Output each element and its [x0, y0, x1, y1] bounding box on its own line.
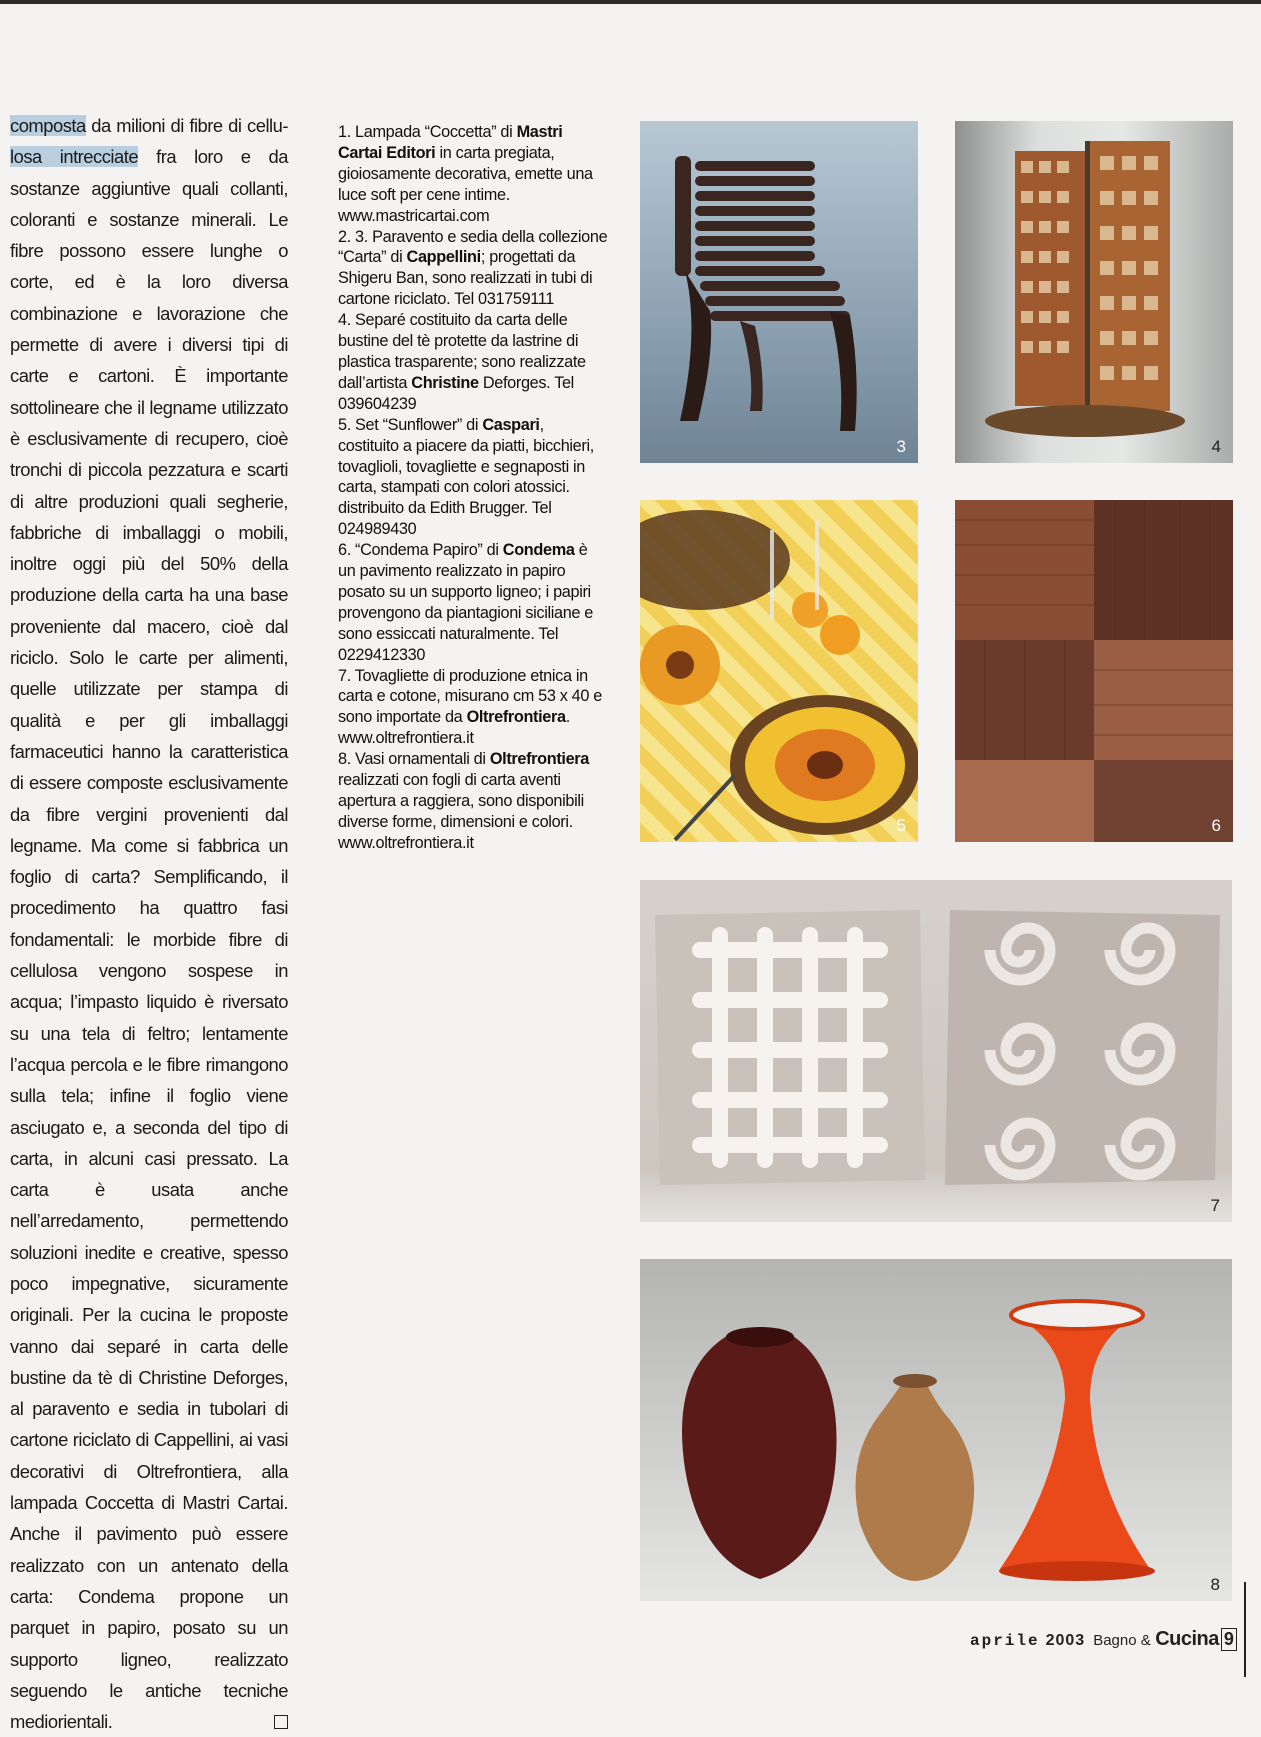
photo-number-7: 7 — [1210, 1196, 1220, 1215]
end-of-article-box — [274, 1715, 288, 1729]
body-part-2: fra loro e da sostanze aggiuntive quali collanti, coloranti e sostanze minerali. Le fibre possono essere lunghe o corte, ed è la loro diversa combinazione e lavorazione che permette di avere i diversi tipi di carte e cartoni. È importante sottolineare che il legname utilizzato è esclusivamente di recupero, cioè tronchi di piccola pezzatura e scarti di altre produzioni quali segherie, fabbriche di imballaggi o mobili, inoltre oggi più del 50% della produzione della carta ha una base proveniente dal macero, cioè dal riciclo. Solo le carte per alimenti, quelle utilizzate per stampa di qualità e per gli imballaggi farmaceutici hanno la caratteristica di essere composte esclusivamente da fibre vergini provenienti dal legname. Ma come si fabbrica un foglio di carta? Semplificando, il procedimento ha quattro fasi fondamentali: le morbide fibre di cellulosa vengono sospese in acqua; l’impasto liquido è riversato su una tela di feltro; lentamente l’acqua percola e le fibre rimangono sulla tela; infine il foglio viene asciugato e, a seconda del tipo di carta, in alcuni casi pressato. La carta è usata anche nell’arredamento, permettendo soluzioni inedite e creative, spesso poco impegnative, sicuramente originali. Per la cucina le proposte vanno dai separé in carta delle bustine da tè di Christine Deforges, al paravento e sedia in tubolari di cartone riciclato di Cappellini, ai vasi decorativi di Oltrefrontiera, alla lampada Coccetta di Mastri Cartai. Anche il pavimento può essere realizzato con un antenato della carta: Condema propone un parquet in papiro, posato su un supporto ligneo, realizzato seguendo le antiche tecniche mediorientali. — [10, 146, 289, 1733]
footer-month: aprile — [970, 1632, 1040, 1650]
photo-number-4: 4 — [1211, 437, 1221, 456]
caption-4: 4. Separé costituito da carta delle bustine del tè protette da lastrine di plastica trasparente; sono realizzate dall’artista Christine Deforges. Tel 039604239 — [338, 311, 586, 413]
top-rule — [0, 0, 1261, 4]
caption-1: 1. Lampada “Coccetta” di Mastri Cartai Editori in carta pregiata, gioiosamente decorativa, emette una luce soft per cene intime. www.mastricartai.com — [338, 123, 593, 225]
photo-paper-vases — [640, 1259, 1232, 1601]
footer-brand-a: Bagno & — [1093, 1632, 1151, 1649]
caption-7: 7. Tovagliette di produzione etnica in carta e cotone, misurano cm 53 x 40 e sono importate da Oltrefrontiera. www.oltrefrontiera.it — [338, 666, 602, 748]
page-footer — [970, 1628, 1237, 1651]
floor-illustration — [955, 500, 1233, 842]
body-part-1: da milioni di fibre di cellu- — [85, 115, 288, 136]
sunflower-illustration — [640, 500, 918, 842]
footer-brand-b: Cucina — [1155, 1628, 1219, 1650]
highlight-1: composta — [10, 115, 86, 136]
article-body-column — [10, 110, 288, 1737]
caption-2-3: 2. 3. Paravento e sedia della collezione “Carta” di Cappellini; progettati da Shigeru Ban, sono realizzati in tubi di cartone riciclato. Tel 031759111 — [338, 227, 608, 309]
article-body — [10, 110, 288, 1737]
footer-vertical-rule — [1244, 1582, 1246, 1677]
footer-year: 2003 — [1045, 1632, 1086, 1649]
vases-illustration — [640, 1259, 1232, 1601]
screen-illustration — [955, 121, 1233, 463]
photo-number-3: 3 — [896, 437, 906, 456]
photo-number-6: 6 — [1211, 816, 1221, 835]
captions-column — [338, 122, 608, 854]
photo-papyrus-floor — [955, 500, 1233, 842]
photo-sunflower-set — [640, 500, 918, 842]
caption-8: 8. Vasi ornamentali di Oltrefrontiera realizzati con fogli di carta aventi apertura a raggiera, sono disponibili diverse forme, dimensioni e colori. www.oltrefrontiera.it — [338, 750, 589, 852]
photo-number-8: 8 — [1210, 1575, 1220, 1594]
photo-cardboard-chair — [640, 121, 918, 463]
highlight-2: losa intrecciate — [10, 146, 139, 168]
placemats-illustration — [640, 880, 1232, 1222]
page-number: 9 — [1221, 1628, 1237, 1651]
caption-5: 5. Set “Sunflower” di Caspari, costituito a piacere da piatti, bicchieri, tovaglioli, tovagliette e segnaposti in carta, stampati con colori atossici. distribuito da Edith Brugger. Tel 024989430 — [338, 415, 594, 539]
caption-6: 6. “Condema Papiro” di Condema è un pavimento realizzato in papiro posato su un supporto ligneo; i papiri provengono da piantagioni siciliane e sono essiccati naturalmente. Tel 0229412330 — [338, 541, 593, 664]
photo-number-5: 5 — [896, 816, 906, 835]
photo-placemats — [640, 880, 1232, 1222]
photo-teabag-screen — [955, 121, 1233, 463]
chair-illustration — [640, 121, 918, 463]
